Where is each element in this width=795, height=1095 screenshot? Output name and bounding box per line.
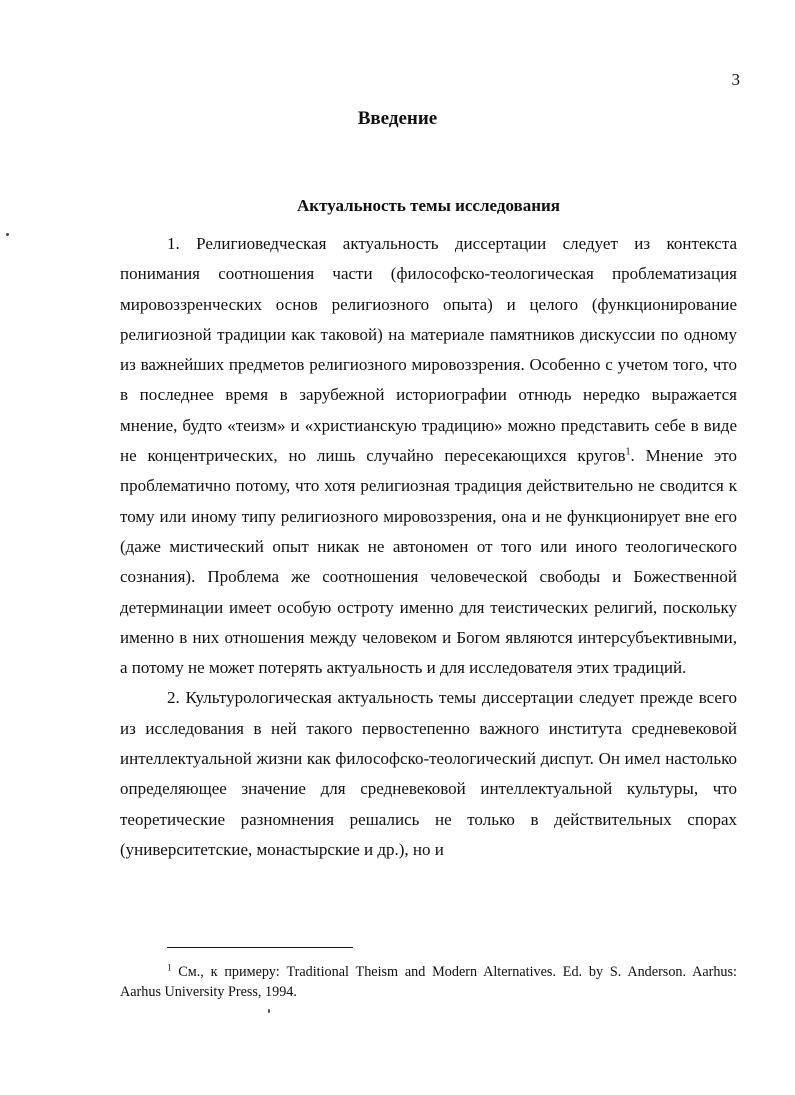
paragraph-1-text-b: . Мнение это проблематично потому, что хотя религиозная традиция действительно не сводится к тому или иному типу религиозного мировоззрения, она и не функционирует вне его (даже мистический опыт никак не автономен от того или иного теологического сознания). Проблема же соотношения человеческой свободы и Божественной детерминации имеет особую остроту именно для теистических религий, поскольку именно в них отношения между человеком и Богом являются интерсубъективными, а потому не может потерять актуальность и для исследователя этих традиций. xyxy=(120,446,737,678)
footnote xyxy=(120,962,737,1002)
footnote-reference: 1 xyxy=(625,446,631,458)
footnote-divider xyxy=(167,947,353,948)
footnote-marker: 1 xyxy=(167,962,172,973)
scan-speck xyxy=(6,233,9,236)
paragraph-2: 2. Культурологическая актуальность темы диссертации следует прежде всего из исследования в ней такого первостепенно важного института средневековой интеллектуальной жизни как философско-теологический диспут. Он имел настолько определяющее значение для средневековой интеллектуальной культуры, что теоретические разномнения решались не только в действительных спорах (университетские, монастырские и др.), но и xyxy=(120,688,737,859)
body-text xyxy=(120,229,737,865)
scan-speck xyxy=(268,1009,270,1013)
footnote-text: См., к примеру: Traditional Theism and Modern Alternatives. Ed. by S. Anderson. Aarhus: Aarhus University Press, 1994. xyxy=(120,964,737,1000)
paragraph-1-text-a: 1. Религиоведческая актуальность диссертации следует из контекста понимания соотношения части (философско-теологическая проблематизация мировоззренческих основ религиозного опыта) и целого (функционирование религиозной традиции как таковой) на материале памятников дискуссии по одному из важнейших предметов религиозного мировоззрения. Особенно с учетом того, что в последнее время в зарубежной историографии отнюдь нередко выражается мнение, будто «теизм» и «христианскую традицию» можно представить себе в виде не концентрических, но лишь случайно пересекающихся кругов xyxy=(120,234,737,466)
page-title: Введение xyxy=(357,108,438,129)
paragraph-1 xyxy=(120,229,737,683)
page-number: 3 xyxy=(731,70,740,89)
section-heading: Актуальность темы исследования xyxy=(297,196,560,215)
